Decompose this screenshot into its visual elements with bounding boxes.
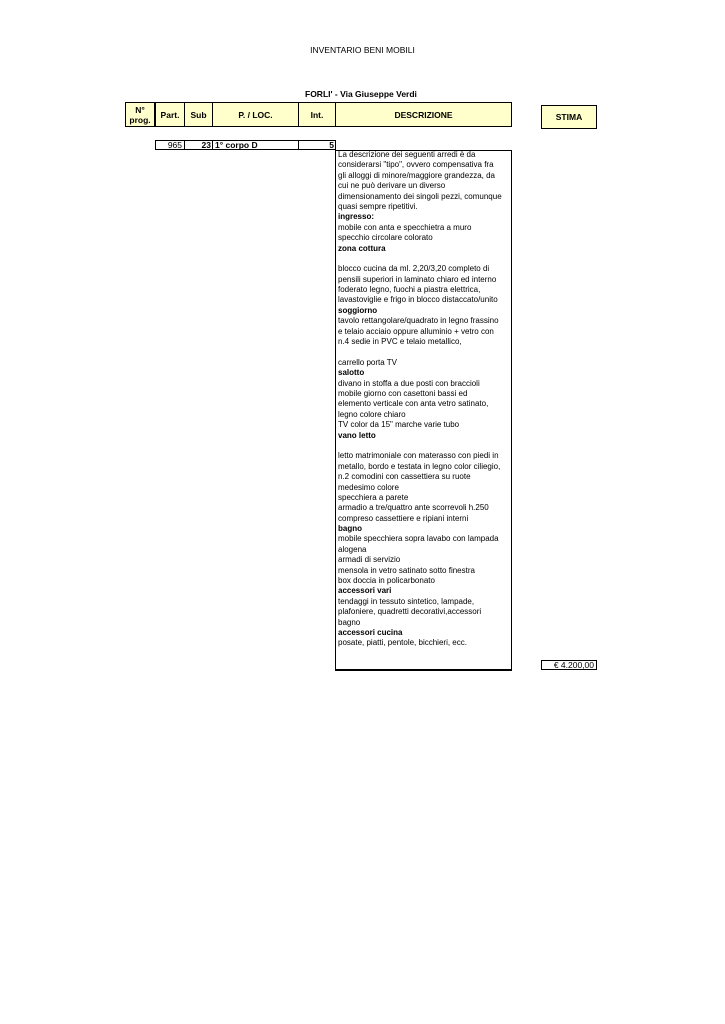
description-line: divano in stoffa a due posti con braccioli bbox=[338, 378, 480, 388]
description-line: gli alloggi di minore/maggiore grandezza, da bbox=[338, 170, 495, 180]
description-line: mobile specchiera sopra lavabo con lampada bbox=[338, 534, 499, 544]
description-line: considerarsi "tipo", ovvero compensativa fra bbox=[338, 160, 494, 170]
description-line: quasi sempre ripetitivi. bbox=[338, 201, 418, 211]
description-line: metallo, bordo e testata in legno color ciliegio, bbox=[338, 461, 501, 471]
description-line: armadio a tre/quattro ante scorrevoli h.250 bbox=[338, 503, 489, 513]
description-section-heading: vano letto bbox=[338, 430, 376, 440]
description-section-heading: ingresso: bbox=[338, 212, 375, 222]
description-line: e telaio acciaio oppure alluminio + vetro con bbox=[338, 326, 494, 336]
description-line: carrello porta TV bbox=[338, 357, 397, 367]
location-subtitle: FORLI' - Via Giuseppe Verdi bbox=[305, 89, 417, 99]
description-section-heading: bagno bbox=[338, 524, 362, 534]
description-section-heading: soggiorno bbox=[338, 305, 378, 315]
cell-ploc: 1° corpo D bbox=[212, 140, 299, 150]
description-line: pensili superiori in laminato chiaro ed interno bbox=[338, 274, 497, 284]
description-line: foderato legno, fuochi a piastra elettrica, bbox=[338, 285, 481, 295]
cell-part: 965 bbox=[155, 140, 185, 150]
description-line: mensola in vetro satinato sotto finestra bbox=[338, 565, 475, 575]
description-line: blocco cucina da ml. 2,20/3,20 completo di bbox=[338, 264, 490, 274]
description-line: tendaggi in tessuto sintetico, lampade, bbox=[338, 596, 475, 606]
description-line bbox=[338, 254, 518, 264]
description-line: lavastoviglie e frigo in blocco distaccato/unito bbox=[338, 295, 498, 305]
description-line: alogena bbox=[338, 544, 367, 554]
description-section-heading: accessori cucina bbox=[338, 627, 403, 637]
description-line: tavolo rettangolare/quadrato in legno frassino bbox=[338, 316, 499, 326]
cell-sub: 23 bbox=[184, 140, 213, 150]
description-line: elemento verticale con anta vetro satinato, bbox=[338, 399, 489, 409]
document-title: INVENTARIO BENI MOBILI bbox=[310, 45, 415, 55]
description-line: compreso cassettiere e ripiani interni bbox=[338, 513, 469, 523]
description-line bbox=[338, 441, 518, 451]
header-part: Part. bbox=[155, 102, 185, 127]
description-line: posate, piatti, pentole, bicchieri, ecc. bbox=[338, 638, 467, 648]
description-line: bagno bbox=[338, 617, 361, 627]
cell-int: 5 bbox=[298, 140, 336, 150]
description-line: dimensionamento dei singoli pezzi, comunque bbox=[338, 191, 502, 201]
description-line: armadi di servizio bbox=[338, 555, 401, 565]
header-int: Int. bbox=[298, 102, 336, 127]
description-line: medesimo colore bbox=[338, 482, 399, 492]
description-line: La descrizione dei seguenti arredi è da bbox=[338, 150, 476, 159]
description-line: mobile con anta e specchietra a muro bbox=[338, 222, 472, 232]
header-n-prog: N° prog. bbox=[125, 102, 155, 127]
description-line: letto matrimoniale con materasso con piedi in bbox=[338, 451, 499, 461]
description-section-heading: accessori vari bbox=[338, 586, 392, 596]
description-line: legno colore chiaro bbox=[338, 409, 406, 419]
description-line: cui ne può derivare un diverso bbox=[338, 181, 446, 191]
description-line: box doccia in policarbonato bbox=[338, 576, 435, 586]
stima-value: € 4.200,00 bbox=[541, 660, 597, 670]
header-sub: Sub bbox=[184, 102, 213, 127]
header-stima: STIMA bbox=[541, 105, 597, 129]
description-line: specchio circolare colorato bbox=[338, 233, 433, 243]
description-section-heading: salotto bbox=[338, 368, 365, 378]
description-section-heading: zona cottura bbox=[338, 243, 386, 253]
description-line: specchiera a parete bbox=[338, 492, 409, 502]
description-line: mobile giorno con casettoni bassi ed bbox=[338, 388, 468, 398]
header-descrizione: DESCRIZIONE bbox=[335, 102, 512, 127]
description-line: TV color da 15" marche varie tubo bbox=[338, 420, 460, 430]
description-line bbox=[338, 347, 518, 357]
description-line: n.2 comodini con cassettiera su ruote bbox=[338, 472, 471, 482]
description-text bbox=[338, 150, 518, 649]
description-line: n.4 sedie in PVC e telaio metallico, bbox=[338, 337, 462, 347]
header-ploc: P. / LOC. bbox=[212, 102, 299, 127]
description-line: plafoniere, quadretti decorativi,accessori bbox=[338, 607, 482, 617]
